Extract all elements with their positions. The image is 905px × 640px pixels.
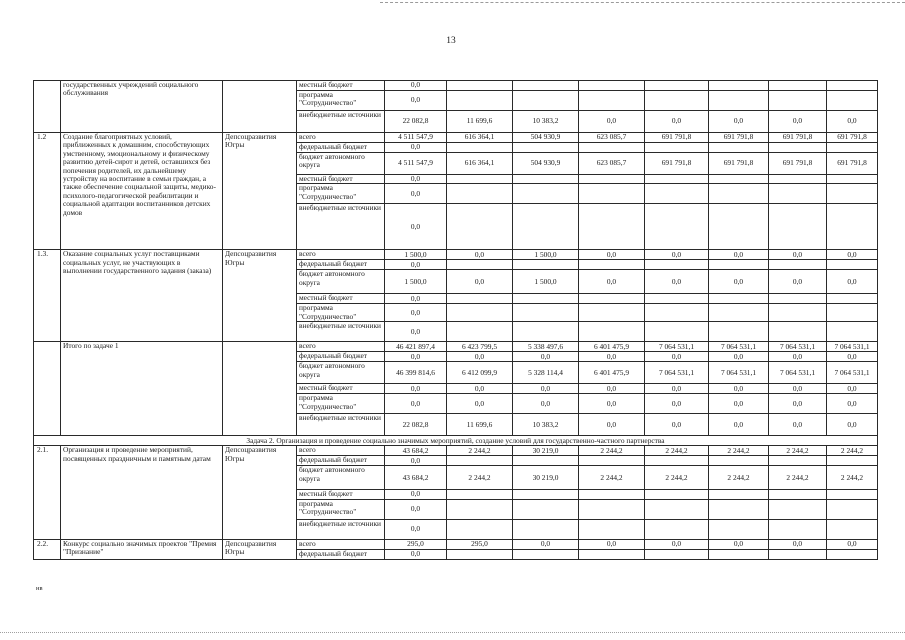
year-value-cell	[769, 81, 827, 91]
year-value-cell: 0,0	[645, 539, 709, 549]
year-value-cell	[709, 260, 769, 270]
year-value-cell: 0,0	[827, 352, 878, 362]
year-value-cell: 504 930,9	[513, 153, 579, 175]
year-value-cell: 0,0	[579, 250, 645, 260]
year-value-cell: 2 244,2	[769, 466, 827, 490]
year-value-cell	[579, 499, 645, 519]
item-name: Организация и проведение мероприятий, посвященных праздничным и памятным датам	[61, 446, 223, 539]
item-name: Оказание социальных услуг поставщиками социальных услуг, не участвующих в выполнении государственного задания (заказа)	[61, 250, 223, 342]
total-value-cell: 0,0	[385, 384, 447, 394]
year-value-cell: 504 930,9	[513, 133, 579, 143]
year-value-cell: 0,0	[709, 270, 769, 294]
year-value-cell	[447, 260, 513, 270]
year-value-cell	[513, 294, 579, 304]
year-value-cell	[769, 91, 827, 111]
year-value-cell: 0,0	[579, 270, 645, 294]
total-value-cell: 0,0	[385, 322, 447, 342]
funding-source: местный бюджет	[297, 384, 385, 394]
year-value-cell	[709, 456, 769, 466]
item-responsible: Депсоцразвития Югры	[223, 539, 297, 559]
table-row	[34, 342, 878, 352]
year-value-cell: 623 085,7	[579, 133, 645, 143]
funding-source: федеральный бюджет	[297, 143, 385, 153]
year-value-cell	[447, 456, 513, 466]
year-value-cell	[769, 549, 827, 559]
year-value-cell	[579, 204, 645, 250]
year-value-cell: 0,0	[513, 394, 579, 414]
year-value-cell	[709, 549, 769, 559]
year-value-cell: 0,0	[579, 414, 645, 436]
year-value-cell	[827, 456, 878, 466]
year-value-cell	[769, 499, 827, 519]
year-value-cell: 691 791,8	[769, 153, 827, 175]
item-name: Создание благоприятных условий, приближенных к домашним, способствующих умственному, эмоциональному и физическому развитию детей-сирот и детей, оставшихся без попечения родителей, их дальнейшему устройству на воспитание в семьи граждан, а также обеспечение социальной защиты, медико-психолого-педагогической реабилитации и социальной адаптации воспитанников детских домов	[61, 133, 223, 250]
table-row	[34, 446, 878, 456]
year-value-cell	[645, 204, 709, 250]
total-value-cell: 46 421 897,4	[385, 342, 447, 352]
funding-source: программа "Сотрудничество"	[297, 394, 385, 414]
funding-source: федеральный бюджет	[297, 549, 385, 559]
year-value-cell: 0,0	[645, 394, 709, 414]
funding-source: внебюджетные источники	[297, 111, 385, 133]
year-value-cell	[513, 143, 579, 153]
year-value-cell: 0,0	[447, 394, 513, 414]
year-value-cell: 0,0	[827, 250, 878, 260]
year-value-cell	[709, 91, 769, 111]
budget-table	[33, 80, 878, 560]
funding-source: всего	[297, 539, 385, 549]
year-value-cell	[769, 294, 827, 304]
item-number	[34, 342, 61, 436]
item-responsible: Депсоцразвития Югры	[223, 446, 297, 539]
item-number: 1.3.	[34, 250, 61, 342]
year-value-cell: 0,0	[645, 111, 709, 133]
footer-mark: нв	[36, 585, 43, 592]
year-value-cell	[709, 204, 769, 250]
year-value-cell: 0,0	[709, 384, 769, 394]
year-value-cell	[769, 143, 827, 153]
year-value-cell: 0,0	[769, 394, 827, 414]
year-value-cell	[447, 91, 513, 111]
funding-source: местный бюджет	[297, 294, 385, 304]
year-value-cell: 0,0	[447, 352, 513, 362]
year-value-cell	[513, 304, 579, 322]
year-value-cell	[769, 519, 827, 539]
item-name: государственных учреждений социального обслуживания	[61, 81, 223, 133]
year-value-cell: 2 244,2	[645, 446, 709, 456]
item-name: Итого по задаче 1	[61, 342, 223, 436]
year-value-cell	[579, 260, 645, 270]
year-value-cell: 295,0	[447, 539, 513, 549]
year-value-cell	[447, 81, 513, 91]
year-value-cell: 0,0	[513, 384, 579, 394]
year-value-cell	[447, 184, 513, 204]
year-value-cell	[827, 81, 878, 91]
total-value-cell: 0,0	[385, 143, 447, 153]
year-value-cell: 691 791,8	[769, 133, 827, 143]
year-value-cell	[645, 81, 709, 91]
year-value-cell	[513, 91, 579, 111]
year-value-cell	[513, 322, 579, 342]
year-value-cell	[827, 519, 878, 539]
total-value-cell: 43 684,2	[385, 446, 447, 456]
year-value-cell: 0,0	[513, 352, 579, 362]
year-value-cell	[645, 490, 709, 499]
year-value-cell: 0,0	[709, 539, 769, 549]
year-value-cell	[709, 81, 769, 91]
year-value-cell: 0,0	[769, 111, 827, 133]
year-value-cell: 691 791,8	[709, 153, 769, 175]
year-value-cell	[709, 143, 769, 153]
year-value-cell: 6 401 475,9	[579, 342, 645, 352]
year-value-cell	[769, 175, 827, 184]
year-value-cell	[645, 175, 709, 184]
year-value-cell	[579, 456, 645, 466]
funding-source: федеральный бюджет	[297, 352, 385, 362]
total-value-cell: 0,0	[385, 304, 447, 322]
funding-source: федеральный бюджет	[297, 456, 385, 466]
year-value-cell	[827, 294, 878, 304]
year-value-cell: 0,0	[579, 394, 645, 414]
year-value-cell	[447, 322, 513, 342]
funding-source: всего	[297, 446, 385, 456]
year-value-cell	[513, 499, 579, 519]
funding-source: программа "Сотрудничество"	[297, 91, 385, 111]
total-value-cell: 0,0	[385, 394, 447, 414]
total-value-cell: 0,0	[385, 294, 447, 304]
year-value-cell	[645, 91, 709, 111]
funding-source: бюджет автономного округа	[297, 270, 385, 294]
total-value-cell: 0,0	[385, 260, 447, 270]
year-value-cell	[513, 81, 579, 91]
year-value-cell: 0,0	[645, 250, 709, 260]
year-value-cell: 623 085,7	[579, 153, 645, 175]
year-value-cell	[769, 260, 827, 270]
scan-edge-line	[380, 2, 905, 3]
year-value-cell	[769, 322, 827, 342]
year-value-cell: 1 500,0	[513, 270, 579, 294]
total-value-cell: 0,0	[385, 549, 447, 559]
year-value-cell: 0,0	[709, 250, 769, 260]
funding-source: внебюджетные источники	[297, 322, 385, 342]
year-value-cell: 7 064 531,1	[769, 342, 827, 352]
year-value-cell	[579, 294, 645, 304]
year-value-cell: 7 064 531,1	[769, 362, 827, 384]
year-value-cell	[579, 490, 645, 499]
year-value-cell: 691 791,8	[645, 153, 709, 175]
year-value-cell	[447, 175, 513, 184]
year-value-cell: 7 064 531,1	[827, 342, 878, 352]
year-value-cell: 0,0	[513, 539, 579, 549]
funding-source: программа "Сотрудничество"	[297, 304, 385, 322]
year-value-cell: 0,0	[579, 539, 645, 549]
year-value-cell: 0,0	[769, 384, 827, 394]
year-value-cell: 0,0	[709, 352, 769, 362]
year-value-cell: 2 244,2	[645, 466, 709, 490]
year-value-cell	[769, 490, 827, 499]
year-value-cell	[579, 175, 645, 184]
total-value-cell: 0,0	[385, 499, 447, 519]
year-value-cell: 2 244,2	[769, 446, 827, 456]
year-value-cell: 5 328 114,4	[513, 362, 579, 384]
year-value-cell: 7 064 531,1	[827, 362, 878, 384]
year-value-cell	[827, 184, 878, 204]
year-value-cell	[579, 184, 645, 204]
total-value-cell: 0,0	[385, 490, 447, 499]
total-value-cell: 1 500,0	[385, 250, 447, 260]
year-value-cell: 2 244,2	[447, 466, 513, 490]
year-value-cell	[579, 143, 645, 153]
year-value-cell	[645, 304, 709, 322]
total-value-cell: 22 082,8	[385, 111, 447, 133]
year-value-cell: 6 401 475,9	[579, 362, 645, 384]
year-value-cell	[579, 81, 645, 91]
year-value-cell	[645, 143, 709, 153]
year-value-cell	[513, 456, 579, 466]
year-value-cell: 2 244,2	[579, 446, 645, 456]
year-value-cell: 0,0	[827, 414, 878, 436]
year-value-cell: 2 244,2	[827, 446, 878, 456]
total-value-cell: 4 511 547,9	[385, 153, 447, 175]
year-value-cell	[645, 322, 709, 342]
year-value-cell	[513, 519, 579, 539]
item-responsible: Депсоцразвития Югры	[223, 250, 297, 342]
total-value-cell: 0,0	[385, 81, 447, 91]
year-value-cell: 0,0	[579, 384, 645, 394]
item-number: 2.2.	[34, 539, 61, 559]
year-value-cell	[709, 294, 769, 304]
year-value-cell: 691 791,8	[827, 133, 878, 143]
year-value-cell	[709, 304, 769, 322]
year-value-cell	[769, 456, 827, 466]
total-value-cell: 22 082,8	[385, 414, 447, 436]
year-value-cell: 0,0	[645, 384, 709, 394]
year-value-cell	[447, 490, 513, 499]
funding-source: местный бюджет	[297, 175, 385, 184]
year-value-cell: 2 244,2	[827, 466, 878, 490]
year-value-cell: 0,0	[769, 270, 827, 294]
task-heading-row	[34, 436, 878, 446]
year-value-cell: 5 338 497,6	[513, 342, 579, 352]
total-value-cell: 0,0	[385, 519, 447, 539]
year-value-cell	[447, 549, 513, 559]
year-value-cell	[709, 499, 769, 519]
year-value-cell: 11 699,6	[447, 111, 513, 133]
total-value-cell: 0,0	[385, 352, 447, 362]
year-value-cell	[513, 260, 579, 270]
year-value-cell	[447, 294, 513, 304]
year-value-cell: 0,0	[827, 539, 878, 549]
year-value-cell: 616 364,1	[447, 133, 513, 143]
item-number	[34, 81, 61, 133]
year-value-cell: 0,0	[827, 394, 878, 414]
total-value-cell: 46 399 814,6	[385, 362, 447, 384]
year-value-cell	[709, 184, 769, 204]
year-value-cell: 0,0	[447, 384, 513, 394]
year-value-cell	[645, 549, 709, 559]
year-value-cell: 0,0	[709, 111, 769, 133]
funding-source: бюджет автономного округа	[297, 153, 385, 175]
year-value-cell: 0,0	[645, 270, 709, 294]
year-value-cell	[827, 91, 878, 111]
year-value-cell: 0,0	[579, 111, 645, 133]
year-value-cell	[769, 304, 827, 322]
year-value-cell	[827, 499, 878, 519]
year-value-cell: 691 791,8	[645, 133, 709, 143]
year-value-cell	[827, 322, 878, 342]
year-value-cell	[447, 204, 513, 250]
year-value-cell: 2 244,2	[447, 446, 513, 456]
year-value-cell: 11 699,6	[447, 414, 513, 436]
year-value-cell: 0,0	[645, 414, 709, 436]
year-value-cell: 0,0	[447, 270, 513, 294]
year-value-cell: 2 244,2	[709, 446, 769, 456]
total-value-cell: 295,0	[385, 539, 447, 549]
funding-source: бюджет автономного округа	[297, 362, 385, 384]
year-value-cell	[827, 175, 878, 184]
year-value-cell	[645, 260, 709, 270]
year-value-cell: 6 412 099,9	[447, 362, 513, 384]
year-value-cell: 6 423 799,5	[447, 342, 513, 352]
total-value-cell: 0,0	[385, 204, 447, 250]
year-value-cell	[827, 204, 878, 250]
scan-edge-line	[0, 632, 905, 633]
budget-table-body	[34, 81, 878, 560]
year-value-cell	[709, 490, 769, 499]
funding-source: бюджет автономного округа	[297, 466, 385, 490]
year-value-cell	[827, 260, 878, 270]
funding-source: местный бюджет	[297, 81, 385, 91]
funding-source: программа "Сотрудничество"	[297, 184, 385, 204]
total-value-cell: 0,0	[385, 184, 447, 204]
funding-source: внебюджетные источники	[297, 204, 385, 250]
year-value-cell	[447, 304, 513, 322]
total-value-cell: 0,0	[385, 456, 447, 466]
item-number: 1.2	[34, 133, 61, 250]
year-value-cell: 7 064 531,1	[645, 342, 709, 352]
year-value-cell: 7 064 531,1	[645, 362, 709, 384]
year-value-cell	[579, 322, 645, 342]
year-value-cell: 10 383,2	[513, 414, 579, 436]
year-value-cell: 0,0	[769, 539, 827, 549]
year-value-cell	[769, 184, 827, 204]
item-responsible	[223, 342, 297, 436]
year-value-cell	[645, 294, 709, 304]
year-value-cell: 0,0	[579, 352, 645, 362]
year-value-cell: 691 791,8	[827, 153, 878, 175]
funding-source: всего	[297, 133, 385, 143]
year-value-cell: 616 364,1	[447, 153, 513, 175]
item-name: Конкурс социально значимых проектов "Премия "Признание"	[61, 539, 223, 559]
item-responsible: Депсоцразвития Югры	[223, 133, 297, 250]
total-value-cell: 1 500,0	[385, 270, 447, 294]
year-value-cell: 0,0	[769, 414, 827, 436]
year-value-cell	[827, 490, 878, 499]
total-value-cell: 0,0	[385, 175, 447, 184]
task-heading: Задача 2. Организация и проведение социально значимых мероприятий, создание условий для государственно-частного партнерства	[34, 436, 878, 446]
funding-source: внебюджетные источники	[297, 414, 385, 436]
year-value-cell: 2 244,2	[709, 466, 769, 490]
year-value-cell	[579, 91, 645, 111]
year-value-cell: 30 219,0	[513, 446, 579, 456]
year-value-cell	[513, 175, 579, 184]
year-value-cell: 0,0	[709, 414, 769, 436]
year-value-cell	[513, 549, 579, 559]
year-value-cell	[579, 519, 645, 539]
funding-source: внебюджетные источники	[297, 519, 385, 539]
total-value-cell: 0,0	[385, 91, 447, 111]
funding-source: федеральный бюджет	[297, 260, 385, 270]
year-value-cell: 30 219,0	[513, 466, 579, 490]
year-value-cell	[827, 549, 878, 559]
year-value-cell	[769, 204, 827, 250]
funding-source: всего	[297, 342, 385, 352]
page-number: 13	[446, 36, 456, 46]
total-value-cell: 4 511 547,9	[385, 133, 447, 143]
year-value-cell	[709, 519, 769, 539]
year-value-cell	[645, 519, 709, 539]
year-value-cell: 0,0	[447, 250, 513, 260]
year-value-cell: 0,0	[709, 394, 769, 414]
year-value-cell	[447, 143, 513, 153]
year-value-cell	[709, 175, 769, 184]
year-value-cell	[827, 304, 878, 322]
year-value-cell	[579, 549, 645, 559]
funding-source: местный бюджет	[297, 490, 385, 499]
item-number: 2.1.	[34, 446, 61, 539]
funding-source: всего	[297, 250, 385, 260]
table-row	[34, 81, 878, 91]
year-value-cell: 7 064 531,1	[709, 342, 769, 352]
item-responsible	[223, 81, 297, 133]
year-value-cell: 0,0	[827, 270, 878, 294]
year-value-cell	[709, 322, 769, 342]
year-value-cell: 2 244,2	[579, 466, 645, 490]
year-value-cell: 10 383,2	[513, 111, 579, 133]
total-value-cell: 43 684,2	[385, 466, 447, 490]
year-value-cell	[513, 204, 579, 250]
funding-source: программа "Сотрудничество"	[297, 499, 385, 519]
year-value-cell: 0,0	[769, 352, 827, 362]
year-value-cell	[645, 184, 709, 204]
year-value-cell: 1 500,0	[513, 250, 579, 260]
year-value-cell: 7 064 531,1	[709, 362, 769, 384]
year-value-cell: 691 791,8	[709, 133, 769, 143]
year-value-cell: 0,0	[827, 384, 878, 394]
table-row	[34, 250, 878, 260]
table-row	[34, 539, 878, 549]
year-value-cell	[513, 184, 579, 204]
year-value-cell	[447, 499, 513, 519]
year-value-cell: 0,0	[769, 250, 827, 260]
year-value-cell	[447, 519, 513, 539]
year-value-cell	[645, 456, 709, 466]
year-value-cell	[827, 143, 878, 153]
year-value-cell	[513, 490, 579, 499]
year-value-cell	[579, 304, 645, 322]
year-value-cell	[645, 499, 709, 519]
year-value-cell: 0,0	[645, 352, 709, 362]
year-value-cell: 0,0	[827, 111, 878, 133]
table-row	[34, 133, 878, 143]
